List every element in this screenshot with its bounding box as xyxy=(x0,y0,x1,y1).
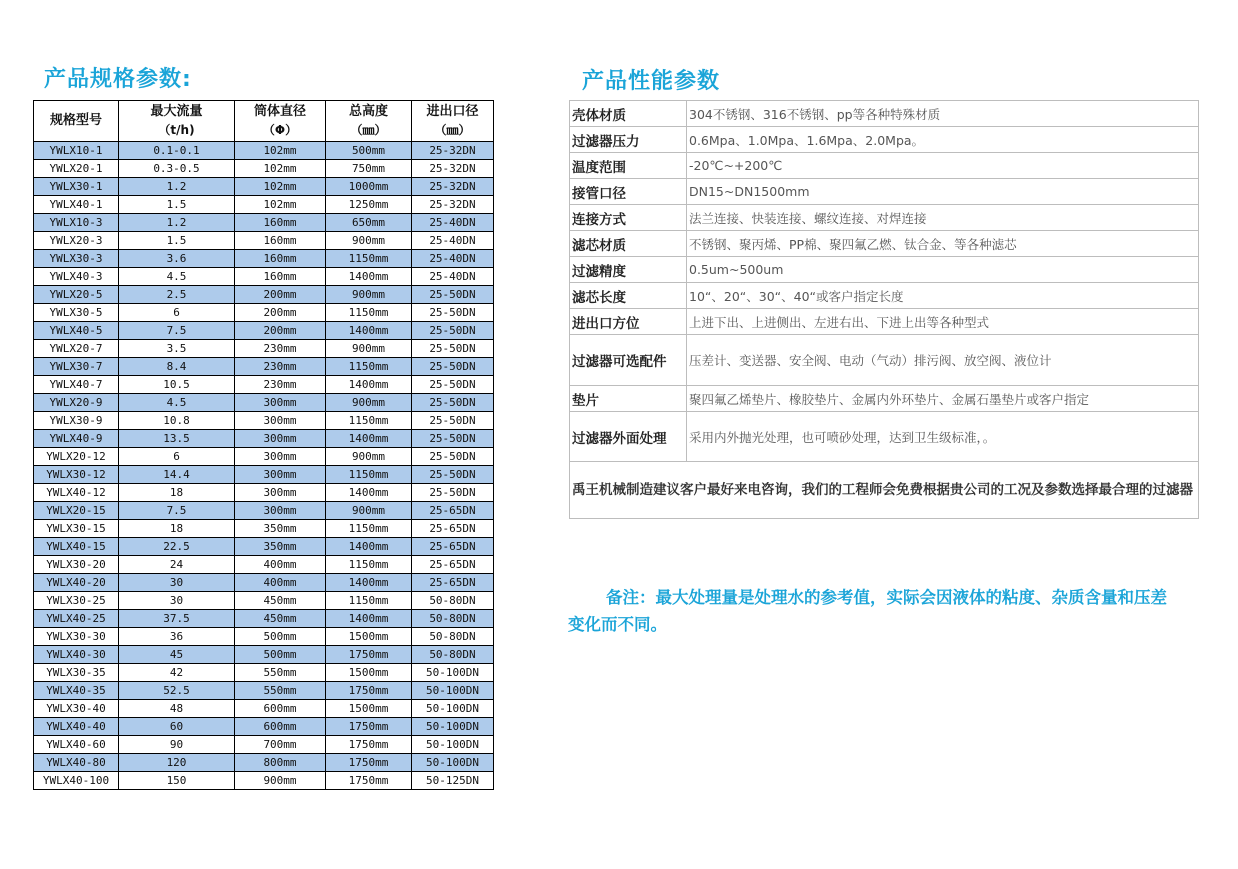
cell-port: 25-50DN xyxy=(412,322,494,340)
cell-model: YWLX40-12 xyxy=(34,484,119,502)
cell-height: 900mm xyxy=(326,340,412,358)
header-port-label: 进出口径 xyxy=(426,104,479,119)
cell-max-flow: 0.1-0.1 xyxy=(119,142,235,160)
cell-model: YWLX30-5 xyxy=(34,304,119,322)
table-row xyxy=(34,232,494,250)
cell-model: YWLX20-9 xyxy=(34,394,119,412)
table-row xyxy=(570,179,1199,205)
cell-diameter: 230mm xyxy=(235,340,326,358)
cell-height: 500mm xyxy=(326,142,412,160)
remark-note: 备注：最大处理量是处理水的参考值，实际会因液体的粘度、杂质含量和压差变化而不同。 xyxy=(568,588,1167,634)
table-row xyxy=(34,664,494,682)
cell-diameter: 160mm xyxy=(235,250,326,268)
perf-value: 0.6Mpa、1.0Mpa、1.6Mpa、2.0Mpa。 xyxy=(687,127,1199,153)
cell-port: 25-65DN xyxy=(412,538,494,556)
cell-diameter: 300mm xyxy=(235,394,326,412)
table-row xyxy=(570,257,1199,283)
table-row xyxy=(34,448,494,466)
cell-height: 1400mm xyxy=(326,610,412,628)
cell-height: 1150mm xyxy=(326,250,412,268)
cell-diameter: 600mm xyxy=(235,700,326,718)
cell-max-flow: 1.2 xyxy=(119,178,235,196)
cell-port: 25-65DN xyxy=(412,502,494,520)
cell-height: 900mm xyxy=(326,502,412,520)
perf-key: 过滤器可选配件 xyxy=(570,335,687,386)
cell-port: 50-100DN xyxy=(412,664,494,682)
cell-diameter: 230mm xyxy=(235,376,326,394)
cell-model: YWLX40-40 xyxy=(34,718,119,736)
cell-diameter: 350mm xyxy=(235,538,326,556)
cell-max-flow: 48 xyxy=(119,700,235,718)
cell-model: YWLX30-40 xyxy=(34,700,119,718)
cell-max-flow: 52.5 xyxy=(119,682,235,700)
table-row xyxy=(34,502,494,520)
cell-model: YWLX30-20 xyxy=(34,556,119,574)
table-row xyxy=(570,283,1199,309)
spec-header-row xyxy=(34,101,494,142)
cell-height: 750mm xyxy=(326,160,412,178)
cell-height: 1150mm xyxy=(326,556,412,574)
table-row xyxy=(34,358,494,376)
cell-max-flow: 30 xyxy=(119,592,235,610)
cell-height: 1400mm xyxy=(326,484,412,502)
cell-height: 1750mm xyxy=(326,646,412,664)
cell-port: 50-100DN xyxy=(412,736,494,754)
cell-diameter: 800mm xyxy=(235,754,326,772)
table-row xyxy=(34,628,494,646)
header-max-flow-label: 最大流量 xyxy=(150,104,203,119)
table-row xyxy=(34,160,494,178)
cell-port: 25-40DN xyxy=(412,250,494,268)
cell-height: 1500mm xyxy=(326,700,412,718)
table-row xyxy=(34,556,494,574)
cell-diameter: 550mm xyxy=(235,682,326,700)
cell-diameter: 500mm xyxy=(235,646,326,664)
cell-max-flow: 36 xyxy=(119,628,235,646)
cell-model: YWLX40-5 xyxy=(34,322,119,340)
table-row xyxy=(34,214,494,232)
cell-max-flow: 22.5 xyxy=(119,538,235,556)
cell-diameter: 230mm xyxy=(235,358,326,376)
table-row xyxy=(34,340,494,358)
cell-model: YWLX40-3 xyxy=(34,268,119,286)
cell-model: YWLX20-12 xyxy=(34,448,119,466)
table-row xyxy=(570,153,1199,179)
cell-max-flow: 30 xyxy=(119,574,235,592)
cell-model: YWLX10-3 xyxy=(34,214,119,232)
cell-port: 25-40DN xyxy=(412,214,494,232)
cell-model: YWLX30-3 xyxy=(34,250,119,268)
perf-value: 0.5um~500um xyxy=(687,257,1199,283)
perf-key: 壳体材质 xyxy=(570,101,687,127)
cell-diameter: 160mm xyxy=(235,232,326,250)
cell-height: 1000mm xyxy=(326,178,412,196)
perf-key: 温度范围 xyxy=(570,153,687,179)
cell-diameter: 102mm xyxy=(235,160,326,178)
cell-port: 25-50DN xyxy=(412,286,494,304)
perf-value: 上进下出、上进侧出、左进右出、下进上出等各种型式 xyxy=(687,309,1199,335)
cell-port: 25-50DN xyxy=(412,304,494,322)
cell-diameter: 102mm xyxy=(235,196,326,214)
cell-height: 1750mm xyxy=(326,736,412,754)
cell-height: 1750mm xyxy=(326,754,412,772)
cell-max-flow: 2.5 xyxy=(119,286,235,304)
header-model-label: 规格型号 xyxy=(49,113,102,128)
perf-key: 垫片 xyxy=(570,386,687,412)
table-row xyxy=(34,394,494,412)
header-diameter-label: 筒体直径 xyxy=(253,104,306,119)
cell-model: YWLX40-20 xyxy=(34,574,119,592)
perf-key: 滤芯材质 xyxy=(570,231,687,257)
cell-diameter: 450mm xyxy=(235,592,326,610)
cell-max-flow: 1.2 xyxy=(119,214,235,232)
cell-model: YWLX30-9 xyxy=(34,412,119,430)
cell-max-flow: 10.5 xyxy=(119,376,235,394)
cell-diameter: 900mm xyxy=(235,772,326,790)
table-row xyxy=(34,142,494,160)
table-row xyxy=(34,574,494,592)
cell-port: 25-50DN xyxy=(412,340,494,358)
header-max-flow-unit: （t/h) xyxy=(158,123,195,137)
cell-max-flow: 90 xyxy=(119,736,235,754)
perf-key: 滤芯长度 xyxy=(570,283,687,309)
table-row xyxy=(34,268,494,286)
perf-value: 10“、20“、30“、40“或客户指定长度 xyxy=(687,283,1199,309)
cell-diameter: 160mm xyxy=(235,268,326,286)
table-row xyxy=(34,286,494,304)
perf-value: -20℃~+200℃ xyxy=(687,153,1199,179)
cell-model: YWLX40-7 xyxy=(34,376,119,394)
perf-key: 接管口径 xyxy=(570,179,687,205)
cell-diameter: 600mm xyxy=(235,718,326,736)
cell-diameter: 300mm xyxy=(235,484,326,502)
cell-model: YWLX20-15 xyxy=(34,502,119,520)
cell-port: 50-125DN xyxy=(412,772,494,790)
cell-diameter: 300mm xyxy=(235,502,326,520)
perf-value: 不锈钢、聚丙烯、PP棉、聚四氟乙燃、钛合金、等各种滤芯 xyxy=(687,231,1199,257)
table-row xyxy=(570,127,1199,153)
cell-port: 25-65DN xyxy=(412,574,494,592)
cell-port: 50-80DN xyxy=(412,610,494,628)
header-max-flow xyxy=(119,101,235,142)
cell-model: YWLX40-80 xyxy=(34,754,119,772)
cell-height: 650mm xyxy=(326,214,412,232)
perf-value: 聚四氟乙烯垫片、橡胶垫片、金属内外环垫片、金属石墨垫片或客户指定 xyxy=(687,386,1199,412)
table-row xyxy=(34,610,494,628)
cell-height: 1250mm xyxy=(326,196,412,214)
cell-diameter: 200mm xyxy=(235,304,326,322)
cell-model: YWLX40-30 xyxy=(34,646,119,664)
cell-height: 1750mm xyxy=(326,682,412,700)
cell-model: YWLX20-7 xyxy=(34,340,119,358)
cell-max-flow: 4.5 xyxy=(119,268,235,286)
cell-port: 25-32DN xyxy=(412,142,494,160)
table-row xyxy=(34,736,494,754)
note-row xyxy=(570,462,1199,519)
cell-height: 1400mm xyxy=(326,430,412,448)
cell-max-flow: 45 xyxy=(119,646,235,664)
cell-model: YWLX40-100 xyxy=(34,772,119,790)
cell-port: 25-50DN xyxy=(412,448,494,466)
performance-title: 产品性能参数 xyxy=(582,69,721,94)
perf-value: 法兰连接、快装连接、螺纹连接、对焊连接 xyxy=(687,205,1199,231)
table-row xyxy=(570,205,1199,231)
cell-diameter: 102mm xyxy=(235,178,326,196)
cell-max-flow: 6 xyxy=(119,448,235,466)
cell-height: 1150mm xyxy=(326,412,412,430)
table-row xyxy=(34,682,494,700)
cell-diameter: 350mm xyxy=(235,520,326,538)
cell-port: 50-80DN xyxy=(412,592,494,610)
cell-height: 900mm xyxy=(326,286,412,304)
table-row xyxy=(34,592,494,610)
cell-diameter: 200mm xyxy=(235,286,326,304)
cell-height: 1400mm xyxy=(326,538,412,556)
table-row xyxy=(34,538,494,556)
perf-key: 过滤精度 xyxy=(570,257,687,283)
cell-port: 25-32DN xyxy=(412,178,494,196)
cell-diameter: 400mm xyxy=(235,556,326,574)
table-row xyxy=(570,231,1199,257)
table-row xyxy=(34,700,494,718)
header-diameter-unit: （Φ） xyxy=(262,123,298,137)
perf-value: 压差计、变送器、安全阀、电动（气动）排污阀、放空阀、液位计 xyxy=(687,335,1199,386)
header-height-unit: （㎜） xyxy=(350,123,387,137)
cell-height: 900mm xyxy=(326,232,412,250)
cell-port: 50-100DN xyxy=(412,700,494,718)
cell-model: YWLX30-30 xyxy=(34,628,119,646)
cell-model: YWLX30-1 xyxy=(34,178,119,196)
cell-model: YWLX30-25 xyxy=(34,592,119,610)
cell-model: YWLX30-35 xyxy=(34,664,119,682)
cell-port: 25-40DN xyxy=(412,232,494,250)
cell-model: YWLX30-7 xyxy=(34,358,119,376)
cell-model: YWLX10-1 xyxy=(34,142,119,160)
performance-table-body xyxy=(570,101,1199,519)
cell-model: YWLX40-1 xyxy=(34,196,119,214)
cell-max-flow: 7.5 xyxy=(119,322,235,340)
cell-height: 1400mm xyxy=(326,376,412,394)
cell-max-flow: 37.5 xyxy=(119,610,235,628)
perf-value: 304不锈钢、316不锈钢、pp等各种特殊材质 xyxy=(687,101,1199,127)
cell-max-flow: 7.5 xyxy=(119,502,235,520)
cell-max-flow: 3.6 xyxy=(119,250,235,268)
cell-max-flow: 6 xyxy=(119,304,235,322)
cell-model: YWLX40-25 xyxy=(34,610,119,628)
spec-table-body xyxy=(34,142,494,790)
table-row xyxy=(34,322,494,340)
cell-height: 900mm xyxy=(326,448,412,466)
cell-diameter: 300mm xyxy=(235,430,326,448)
table-row xyxy=(34,430,494,448)
cell-diameter: 450mm xyxy=(235,610,326,628)
cell-port: 25-50DN xyxy=(412,376,494,394)
cell-height: 1150mm xyxy=(326,304,412,322)
cell-port: 25-32DN xyxy=(412,160,494,178)
cell-height: 1150mm xyxy=(326,358,412,376)
cell-port: 25-32DN xyxy=(412,196,494,214)
cell-diameter: 102mm xyxy=(235,142,326,160)
table-row xyxy=(34,466,494,484)
cell-height: 1750mm xyxy=(326,718,412,736)
cell-port: 25-65DN xyxy=(412,520,494,538)
cell-model: YWLX40-15 xyxy=(34,538,119,556)
consult-note: 禹王机械制造建议客户最好来电咨询，我们的工程师会免费根据贵公司的工况及参数选择最合理的过滤器 xyxy=(570,462,1199,519)
cell-diameter: 550mm xyxy=(235,664,326,682)
cell-port: 50-100DN xyxy=(412,718,494,736)
performance-table xyxy=(569,100,1199,519)
cell-diameter: 160mm xyxy=(235,214,326,232)
table-row xyxy=(34,646,494,664)
cell-max-flow: 24 xyxy=(119,556,235,574)
header-height-label: 总高度 xyxy=(348,104,388,119)
cell-model: YWLX30-12 xyxy=(34,466,119,484)
cell-port: 25-50DN xyxy=(412,484,494,502)
cell-diameter: 200mm xyxy=(235,322,326,340)
cell-port: 50-80DN xyxy=(412,628,494,646)
cell-height: 1500mm xyxy=(326,628,412,646)
cell-height: 1400mm xyxy=(326,574,412,592)
cell-diameter: 300mm xyxy=(235,412,326,430)
cell-max-flow: 18 xyxy=(119,484,235,502)
cell-port: 50-80DN xyxy=(412,646,494,664)
table-row xyxy=(34,250,494,268)
cell-model: YWLX20-5 xyxy=(34,286,119,304)
cell-port: 25-50DN xyxy=(412,466,494,484)
cell-max-flow: 150 xyxy=(119,772,235,790)
cell-max-flow: 13.5 xyxy=(119,430,235,448)
cell-model: YWLX40-60 xyxy=(34,736,119,754)
cell-height: 1400mm xyxy=(326,322,412,340)
perf-key: 进出口方位 xyxy=(570,309,687,335)
table-row xyxy=(570,412,1199,462)
cell-max-flow: 0.3-0.5 xyxy=(119,160,235,178)
cell-max-flow: 1.5 xyxy=(119,196,235,214)
cell-height: 1150mm xyxy=(326,520,412,538)
cell-max-flow: 3.5 xyxy=(119,340,235,358)
header-diameter xyxy=(235,101,326,142)
cell-port: 25-40DN xyxy=(412,268,494,286)
table-row xyxy=(34,754,494,772)
header-height xyxy=(326,101,412,142)
header-port-unit: （㎜） xyxy=(434,123,471,137)
table-row xyxy=(570,309,1199,335)
cell-max-flow: 4.5 xyxy=(119,394,235,412)
table-row xyxy=(34,196,494,214)
cell-height: 1150mm xyxy=(326,466,412,484)
table-row xyxy=(34,772,494,790)
perf-key: 过滤器压力 xyxy=(570,127,687,153)
cell-model: YWLX30-15 xyxy=(34,520,119,538)
cell-diameter: 300mm xyxy=(235,448,326,466)
cell-max-flow: 1.5 xyxy=(119,232,235,250)
perf-key: 过滤器外面处理 xyxy=(570,412,687,462)
cell-model: YWLX40-35 xyxy=(34,682,119,700)
header-model xyxy=(34,101,119,142)
cell-diameter: 300mm xyxy=(235,466,326,484)
spec-title: 产品规格参数: xyxy=(44,67,192,92)
cell-max-flow: 120 xyxy=(119,754,235,772)
cell-max-flow: 10.8 xyxy=(119,412,235,430)
cell-port: 25-65DN xyxy=(412,556,494,574)
cell-height: 1750mm xyxy=(326,772,412,790)
header-port xyxy=(412,101,494,142)
table-row xyxy=(34,484,494,502)
table-row xyxy=(34,178,494,196)
table-row xyxy=(570,386,1199,412)
cell-max-flow: 42 xyxy=(119,664,235,682)
spec-table xyxy=(33,100,494,790)
cell-height: 1400mm xyxy=(326,268,412,286)
cell-port: 25-50DN xyxy=(412,358,494,376)
cell-port: 50-100DN xyxy=(412,682,494,700)
cell-max-flow: 60 xyxy=(119,718,235,736)
cell-max-flow: 18 xyxy=(119,520,235,538)
cell-port: 50-100DN xyxy=(412,754,494,772)
cell-model: YWLX40-9 xyxy=(34,430,119,448)
cell-height: 900mm xyxy=(326,394,412,412)
cell-height: 1500mm xyxy=(326,664,412,682)
table-row xyxy=(34,412,494,430)
cell-port: 25-50DN xyxy=(412,430,494,448)
table-row xyxy=(34,304,494,322)
cell-height: 1150mm xyxy=(326,592,412,610)
table-row xyxy=(570,101,1199,127)
cell-model: YWLX20-3 xyxy=(34,232,119,250)
cell-port: 25-50DN xyxy=(412,412,494,430)
perf-key: 连接方式 xyxy=(570,205,687,231)
cell-port: 25-50DN xyxy=(412,394,494,412)
table-row xyxy=(34,718,494,736)
perf-value: DN15~DN1500mm xyxy=(687,179,1199,205)
table-row xyxy=(34,376,494,394)
cell-model: YWLX20-1 xyxy=(34,160,119,178)
table-row xyxy=(34,520,494,538)
perf-value: 采用内外抛光处理，也可喷砂处理，达到卫生级标准，。 xyxy=(687,412,1199,462)
cell-diameter: 400mm xyxy=(235,574,326,592)
cell-max-flow: 14.4 xyxy=(119,466,235,484)
cell-max-flow: 8.4 xyxy=(119,358,235,376)
cell-diameter: 500mm xyxy=(235,628,326,646)
table-row xyxy=(570,335,1199,386)
cell-diameter: 700mm xyxy=(235,736,326,754)
